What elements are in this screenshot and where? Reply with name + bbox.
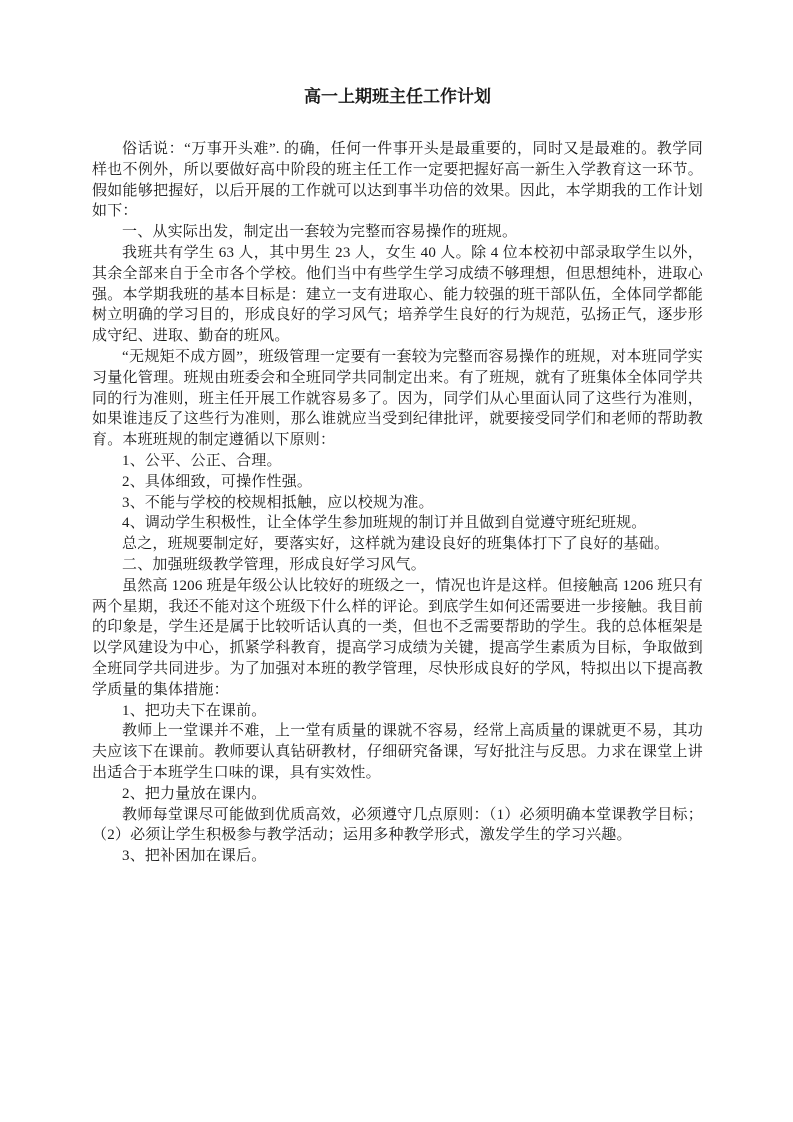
list-item: 1、公平、公正、合理。 [122, 452, 282, 469]
list-item: 3、不能与学校的校规相抵触，应以校规为准。 [122, 494, 434, 511]
list-item: 4、调动学生积极性，让全体学生参加班规的制订并且做到自觉遵守班纪班规。 [122, 515, 647, 532]
paragraph: 教师上一堂课并不难，上一堂有质量的课就不容易，经常上高质量的课就更不易，其功夫应该下在课前。教师要认真钻研教材，仔细研究备课，写好批注与反思。力求在课堂上讲出适合于本班学生口味的课，具有实效性。 [92, 723, 703, 781]
document-title: 高一上期班主任工作计划 [304, 87, 491, 106]
paragraph: 我班共有学生 63 人，其中男生 23 人，女生 40 人。除 4 位本校初中部录取学生以外，其余全部来自于全市各个学校。他们当中有些学生学习成绩不够理想，但思想纯朴，进取心强。本学期我班的基本目标是：建立一支有进取心、能力较强的班干部队伍，全体同学都能树立明确的学习目的，形成良好的学习风气；培养学生良好的行为规范，弘扬正气，逐步形成守纪、进取、勤奋的班风。 [92, 244, 703, 345]
list-item: 3、把补困加在课后。 [122, 848, 267, 865]
paragraph: 虽然高 1206 班是年级公认比较好的班级之一，情况也许是这样。但接触高 1206 班只有两个星期，我还不能对这个班级下什么样的评论。到底学生如何还需要进一步接触。我目前的印象是，学生还是属于比较听话认真的一类，但也不乏需要帮助的学生。我的总体框架是以学风建设为中心，抓紧学科教育，提高学习成绩为关键，提高学生素质为目标，争取做到全班同学共同进步。为了加强对本班的教学管理，尽快形成良好的学风，特拟出以下提高教学质量的集体措施： [92, 577, 703, 698]
section-heading-1: 一、从实际出发，制定出一套较为完整而容易操作的班规。 [122, 224, 518, 241]
paragraph: 教师每堂课尽可能做到优质高效，必须遵守几点原则：（1）必须明确本堂课教学目标；（2）必须让学生积极参与教学活动；运用多种教学形式，激发学生的学习兴趣。 [92, 806, 703, 844]
paragraph: 总之，班规要制定好，要落实好，这样就为建设良好的班集体打下了良好的基础。 [122, 536, 670, 553]
list-item: 2、把力量放在课内。 [122, 785, 267, 802]
section-heading-2: 二、加强班级教学管理，形成良好学习风气。 [122, 556, 427, 573]
list-item: 1、把功夫下在课前。 [122, 702, 267, 719]
list-item: 2、具体细致，可操作性强。 [122, 473, 313, 490]
paragraph: “无规矩不成方圆”，班级管理一定要有一套较为完整而容易操作的班规，对本班同学实习量化管理。班规由班委会和全班同学共同制定出来。有了班规，就有了班集体全体同学共同的行为准则，班主任开展工作就容易多了。因为，同学们从心里面认同了这些行为准则，如果谁违反了这些行为准则，那么谁就应当受到纪律批评，就要接受同学们和老师的帮助教育。本班班规的制定遵循以下原则： [92, 348, 703, 449]
paragraph-intro: 俗话说：“万事开头难”. 的确，任何一件事开头是最重要的，同时又是最难的。教学同样也不例外，所以要做好高中阶段的班主任工作一定要把握好高一新生入学教育这一环节。假如能够把握好，以后开展的工作就可以达到事半功倍的效果。因此，本学期我的工作计划如下： [92, 141, 703, 220]
